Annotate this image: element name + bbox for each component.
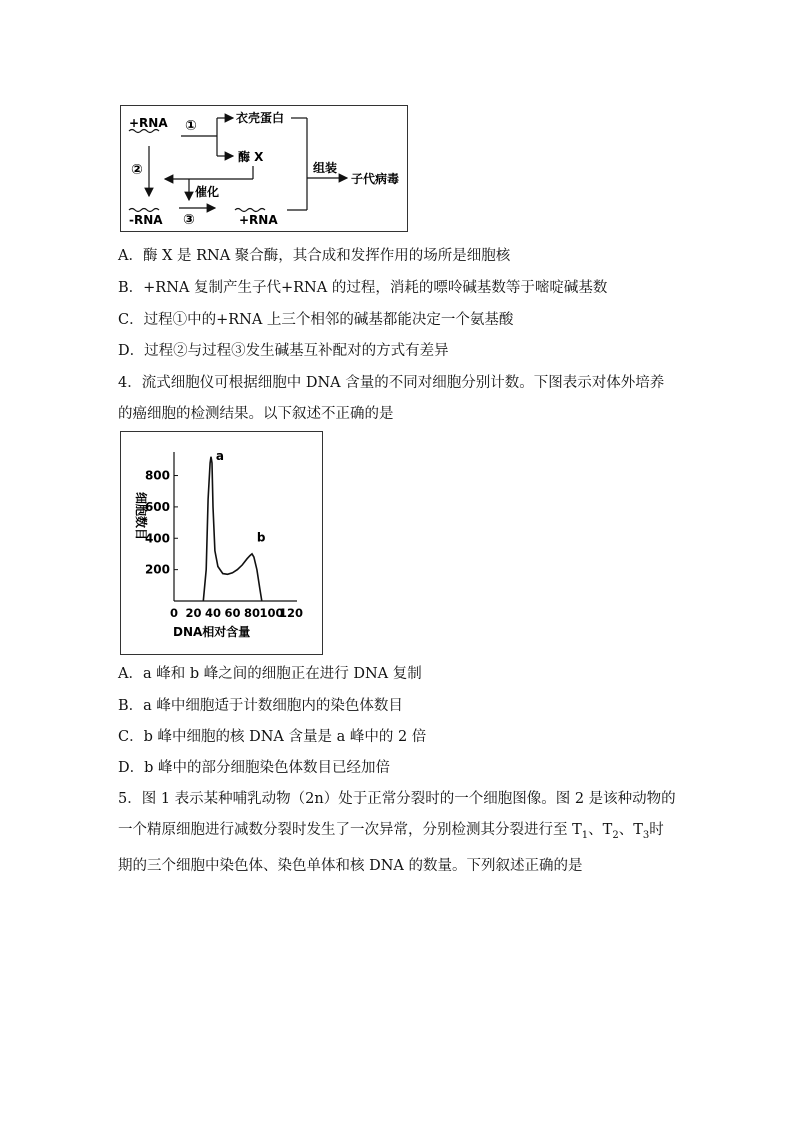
q3-option-b: B．+RNA 复制产生子代+RNA 的过程，消耗的嘌呤碱基数等于嘧啶碱基数 xyxy=(118,280,608,296)
dna-content-chart-svg xyxy=(121,432,322,654)
x-tick-label: 0 xyxy=(169,606,179,620)
y-tick-label: 400 xyxy=(144,531,170,546)
q3-option-d: D．过程②与过程③发生碱基互补配对的方式有差异 xyxy=(118,343,449,359)
q5-stem-start: 5．图 1 表示某种哺乳动物（2n）处于正常分裂时的一个细胞图像。图 2 是该种动物的一个精原细胞进行减数分裂时发生了一次异常，分别检测其分裂进行至 T xyxy=(118,791,676,838)
plus-rna-label: +RNA xyxy=(129,116,168,130)
enzyme-x-label: 酶 X xyxy=(238,150,264,164)
q5-stem-end: 时期的三个细胞中染色体、染色单体和核 DNA 的数量。下列叙述正确的是 xyxy=(118,822,664,874)
t2-subscript: 2 xyxy=(612,829,619,841)
t3-subscript: 3 xyxy=(642,829,650,841)
x-tick-label: 20 xyxy=(185,606,202,620)
step1-label: ① xyxy=(185,118,197,134)
q3-option-c: C．过程①中的+RNA 上三个相邻的碱基都能决定一个氨基酸 xyxy=(118,312,514,328)
plus-rna-strand-2 xyxy=(235,209,265,212)
catalyze-label: 催化 xyxy=(195,185,220,199)
x-tick-label: 40 xyxy=(204,606,222,620)
peak-label-b: b xyxy=(256,530,266,545)
x-tick-label: 100 xyxy=(259,606,284,620)
assemble-label: 组装 xyxy=(313,161,338,175)
q5-stem xyxy=(118,784,678,882)
plus-rna-label-2: +RNA xyxy=(239,213,278,227)
step2-label: ② xyxy=(131,162,143,178)
q4-option-a: A．a 峰和 b 峰之间的细胞正在进行 DNA 复制 xyxy=(118,666,422,682)
y-tick-label: 600 xyxy=(144,499,170,514)
progeny-virus-label: 子代病毒 xyxy=(351,172,400,186)
rna-virus-diagram xyxy=(120,105,408,232)
q4-option-d: D．b 峰中的部分细胞染色体数目已经加倍 xyxy=(118,760,391,776)
q4-option-b: B．a 峰中细胞适于计数细胞内的染色体数目 xyxy=(118,698,403,714)
rna-virus-diagram-svg xyxy=(121,106,407,231)
x-tick-label: 80 xyxy=(243,606,261,620)
q4-option-c: C．b 峰中细胞的核 DNA 含量是 a 峰中的 2 倍 xyxy=(118,729,427,745)
q5-sep1: 、T xyxy=(588,822,613,838)
capsid-protein-label: 衣壳蛋白 xyxy=(236,111,285,125)
minus-rna-label: -RNA xyxy=(129,213,163,227)
q4-stem: 4．流式细胞仪可根据细胞中 DNA 含量的不同对细胞分别计数。下图表示对体外培养的癌细胞的检测结果。以下叙述不正确的是 xyxy=(118,375,665,422)
t1-subscript: 1 xyxy=(581,829,589,841)
peak-label-a: a xyxy=(215,448,225,463)
dna-content-chart xyxy=(120,431,323,655)
x-axis-title: DNA相对含量 xyxy=(173,625,251,639)
y-tick-label: 800 xyxy=(144,468,170,483)
dna-distribution-curve xyxy=(203,457,261,601)
step3-label: ③ xyxy=(183,212,195,228)
x-tick-label: 120 xyxy=(278,606,304,620)
q5-sep2: 、T xyxy=(618,822,643,838)
y-tick-label: 200 xyxy=(144,562,170,577)
minus-rna-strand xyxy=(129,209,159,212)
q3-option-a: A．酶 X 是 RNA 聚合酶，其合成和发挥作用的场所是细胞核 xyxy=(118,248,511,264)
y-axis-title: 细胞数目 xyxy=(134,492,148,541)
x-tick-label: 60 xyxy=(224,606,241,620)
